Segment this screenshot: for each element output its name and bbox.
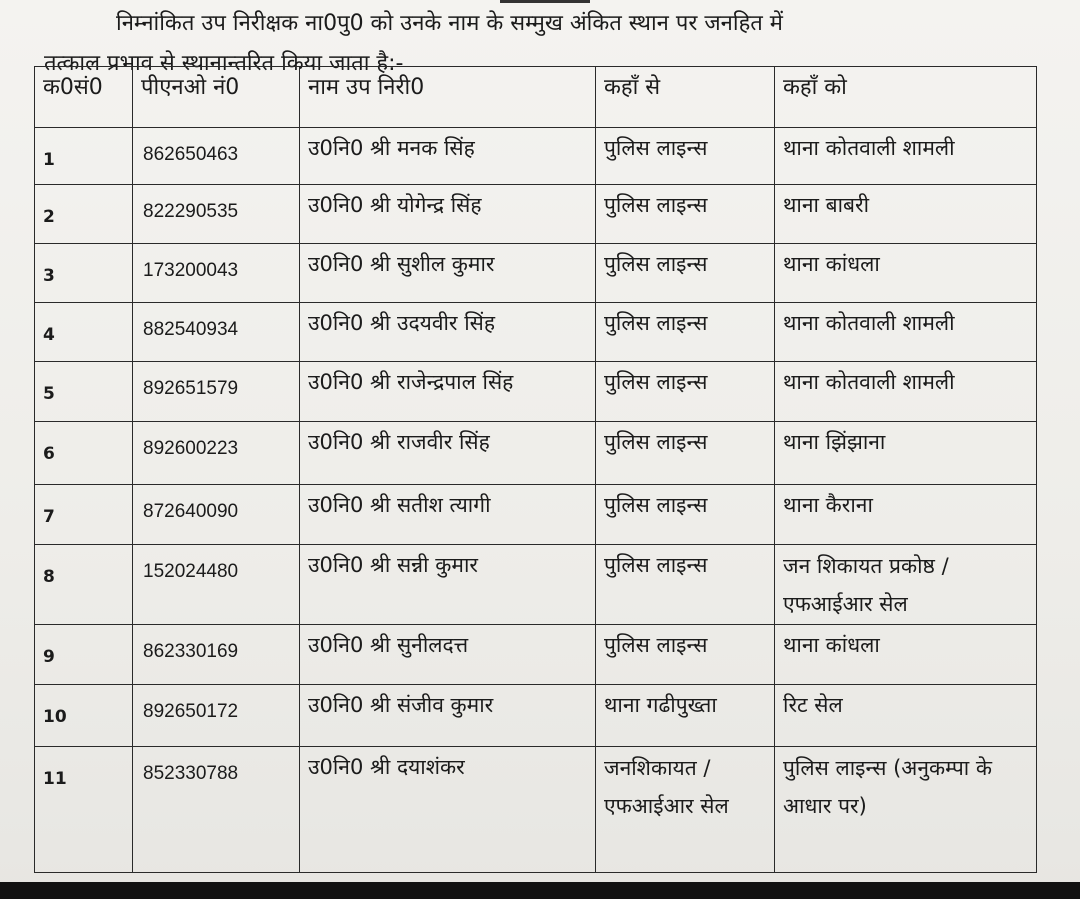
- cell-pno: 822290535: [133, 185, 300, 244]
- cell-sno: 7: [35, 485, 133, 545]
- cell-pno: 862650463: [133, 128, 300, 185]
- header-pno: पीएनओ नं0: [133, 67, 300, 128]
- cell-pno: 892651579: [133, 362, 300, 422]
- cell-sno: 6: [35, 422, 133, 485]
- cell-pno: 872640090: [133, 485, 300, 545]
- cell-to: जन शिकायत प्रकोष्ठ /एफआईआर सेल: [775, 545, 1037, 625]
- cell-name: उ0नि0 श्री सतीश त्यागी: [300, 485, 596, 545]
- cell-from: पुलिस लाइन्स: [596, 545, 775, 625]
- cell-sno: 10: [35, 685, 133, 747]
- cell-sno: 1: [35, 128, 133, 185]
- cell-sno: 8: [35, 545, 133, 625]
- header-from: कहाँ से: [596, 67, 775, 128]
- cell-from: पुलिस लाइन्स: [596, 362, 775, 422]
- cell-name: उ0नि0 श्री राजवीर सिंह: [300, 422, 596, 485]
- cell-to: थाना बाबरी: [775, 185, 1037, 244]
- table-row: [35, 303, 1037, 362]
- header-sno: क0सं0: [35, 67, 133, 128]
- table-row: [35, 362, 1037, 422]
- cell-sno: 4: [35, 303, 133, 362]
- table-row: [35, 747, 1037, 873]
- table-row: [35, 244, 1037, 303]
- cell-to: थाना कांधला: [775, 244, 1037, 303]
- cell-from: पुलिस लाइन्स: [596, 303, 775, 362]
- cell-sno: 9: [35, 625, 133, 685]
- cell-from: पुलिस लाइन्स: [596, 625, 775, 685]
- bottom-dark-edge: [0, 882, 1080, 899]
- cell-to: थाना कोतवाली शामली: [775, 303, 1037, 362]
- table-row: [35, 485, 1037, 545]
- table-row: [35, 685, 1037, 747]
- table-header-row: [35, 67, 1037, 128]
- cell-from: पुलिस लाइन्स: [596, 128, 775, 185]
- cell-pno: 173200043: [133, 244, 300, 303]
- table-row: [35, 422, 1037, 485]
- intro-line-1: निम्नांकित उप निरीक्षक ना0पु0 को उनके नाम के सम्मुख अंकित स्थान पर जनहित में: [116, 11, 783, 36]
- cell-sno: 2: [35, 185, 133, 244]
- cell-sno: 3: [35, 244, 133, 303]
- cell-name: उ0नि0 श्री संजीव कुमार: [300, 685, 596, 747]
- header-to: कहाँ को: [775, 67, 1037, 128]
- cell-from: थाना गढीपुख्ता: [596, 685, 775, 747]
- cell-pno: 892600223: [133, 422, 300, 485]
- cell-name: उ0नि0 श्री सन्नी कुमार: [300, 545, 596, 625]
- cell-to: थाना कोतवाली शामली: [775, 128, 1037, 185]
- transfer-table: [34, 66, 1037, 873]
- cell-pno: 862330169: [133, 625, 300, 685]
- cell-sno: 11: [35, 747, 133, 873]
- cell-to: थाना कोतवाली शामली: [775, 362, 1037, 422]
- cell-name: उ0नि0 श्री योगेन्द्र सिंह: [300, 185, 596, 244]
- cell-name: उ0नि0 श्री उदयवीर सिंह: [300, 303, 596, 362]
- intro-line-2: तत्काल प्रभाव से स्थानान्तरित किया जाता है:-: [44, 51, 404, 76]
- table-row: [35, 185, 1037, 244]
- table-row: [35, 625, 1037, 685]
- cell-name: उ0नि0 श्री मनक सिंह: [300, 128, 596, 185]
- cell-pno: 852330788: [133, 747, 300, 873]
- cell-to: थाना कांधला: [775, 625, 1037, 685]
- cell-to: थाना कैराना: [775, 485, 1037, 545]
- top-rule-divider: [500, 0, 590, 3]
- cell-to: पुलिस लाइन्स (अनुकम्पा के आधार पर): [775, 747, 1037, 873]
- header-name: नाम उप निरी0: [300, 67, 596, 128]
- cell-from: पुलिस लाइन्स: [596, 485, 775, 545]
- cell-from: पुलिस लाइन्स: [596, 185, 775, 244]
- cell-from: पुलिस लाइन्स: [596, 244, 775, 303]
- cell-from: जनशिकायत /एफआईआर सेल: [596, 747, 775, 873]
- cell-pno: 152024480: [133, 545, 300, 625]
- cell-name: उ0नि0 श्री सुनीलदत्त: [300, 625, 596, 685]
- cell-to: थाना झिंझाना: [775, 422, 1037, 485]
- cell-sno: 5: [35, 362, 133, 422]
- cell-pno: 882540934: [133, 303, 300, 362]
- cell-to: रिट सेल: [775, 685, 1037, 747]
- cell-name: उ0नि0 श्री सुशील कुमार: [300, 244, 596, 303]
- cell-from: पुलिस लाइन्स: [596, 422, 775, 485]
- cell-name: उ0नि0 श्री दयाशंकर: [300, 747, 596, 873]
- table-row: [35, 545, 1037, 625]
- cell-name: उ0नि0 श्री राजेन्द्रपाल सिंह: [300, 362, 596, 422]
- table-row: [35, 128, 1037, 185]
- cell-pno: 892650172: [133, 685, 300, 747]
